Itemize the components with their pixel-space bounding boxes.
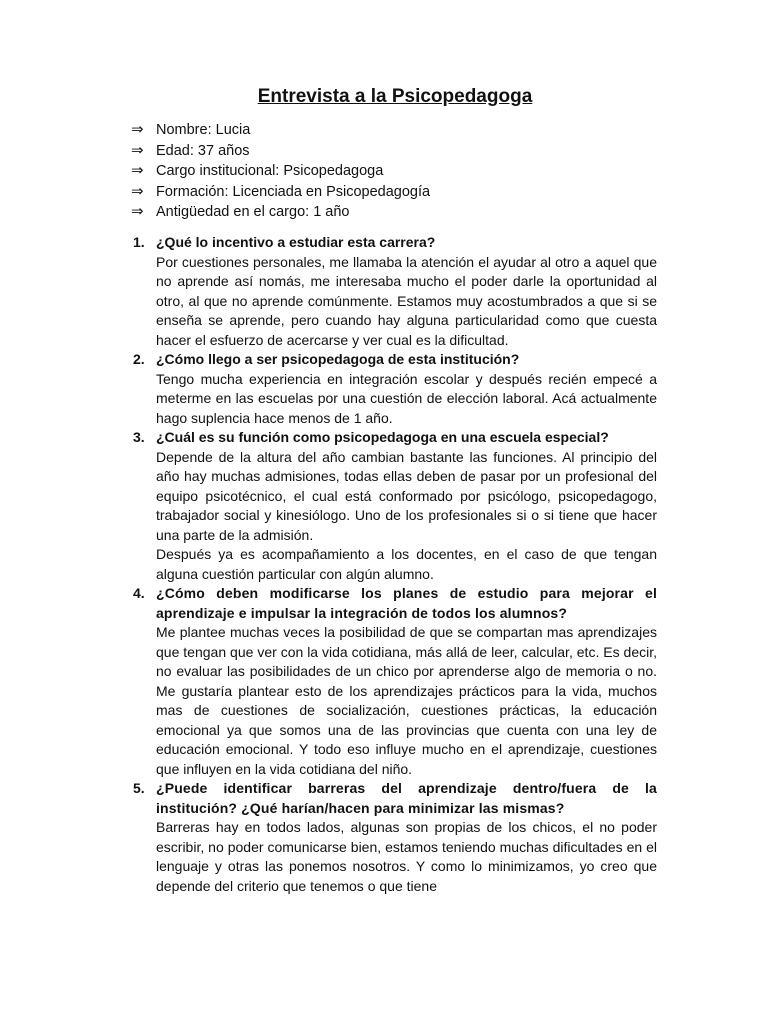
info-item: [131, 141, 430, 162]
arrow-icon: ⇒: [131, 203, 144, 220]
answer-paragraph: Depende de la altura del año cambian bastante las funciones. Al principio del año hay muchas admisiones, todas ellas deben de pasar por un profesional del equipo psicotécnico, el cual está conformado por psicólogo, psicopedagogo, trabajador social y kinesiólogo. Uno de los profesionales si o si tiene que hacer una parte de la admisión.: [156, 448, 657, 543]
document-title: Entrevista a la Psicopedagoga: [257, 86, 533, 107]
question-text: ¿Cómo llego a ser psicopedagoga de esta institución?: [156, 351, 520, 367]
info-item: [131, 182, 430, 203]
answer-paragraph: Tengo mucha experiencia en integración escolar y después recién empecé a meterme en las escuelas por una cuestión de elección laboral. Acá actualmente hago suplencia hace menos de 1 año.: [156, 370, 657, 426]
questions-list: [133, 233, 657, 896]
answer-text: [156, 448, 657, 585]
question-text: ¿Cómo deben modificarse los planes de estudio para mejorar el aprendizaje e impulsar la integración de todos los alumnos?: [156, 585, 657, 621]
answer-text: [156, 370, 657, 429]
info-item: [131, 120, 430, 141]
answer-text: [156, 253, 657, 351]
answer-paragraph: Me plantee muchas veces la posibilidad de que se compartan mas aprendizajes que tengan que ver con la vida cotidiana, más allá de leer, calcular, etc. Es decir, no evaluar las posibilidades de un chico por aprenderse algo de memoria o no. Me gustaría plantear esto de los aprendizajes prácticos para la vida, muchos mas de cuestiones de socialización, cuestiones prácticas, la educación emocional ya que somos una de las provincias que cuenta con una ley de educación emocional. Y todo eso influye mucho en el aprendizaje, cuestiones que influyen en la vida cotidiana del niño.: [156, 624, 657, 777]
question-number: 5.: [133, 780, 145, 796]
info-text: Nombre: Lucia: [156, 122, 251, 138]
question-number: 1.: [133, 234, 145, 250]
question-item: [133, 584, 657, 779]
info-text: Edad: 37 años: [156, 142, 250, 159]
info-item: [131, 202, 430, 223]
info-text: Cargo institucional: Psicopedagoga: [156, 163, 384, 179]
question-item: [133, 779, 657, 896]
question-item: [133, 350, 657, 428]
question-number: 4.: [133, 585, 145, 601]
question-item: [133, 428, 657, 584]
question-number: 3.: [133, 429, 145, 445]
info-item: [131, 161, 430, 182]
question-item: [133, 233, 657, 350]
question-number: 2.: [133, 351, 145, 367]
info-text: Formación: Licenciada en Psicopedagogía: [156, 183, 431, 200]
answer-text: [156, 818, 657, 896]
answer-paragraph: Después ya es acompañamiento a los docentes, en el caso de que tengan alguna cuestión particular con algún alumno.: [156, 546, 657, 582]
answer-paragraph: Barreras hay en todos lados, algunas son propias de los chicos, el no poder escribir, no poder comunicarse bien, estamos teniendo muchas dificultades en el lenguaje y otras las ponemos nosotros. Y como lo minimizamos, yo creo que depende del criterio que tenemos o que tiene: [156, 819, 657, 894]
question-text: ¿Cuál es su función como psicopedagoga en una escuela especial?: [156, 429, 609, 445]
answer-paragraph: Por cuestiones personales, me llamaba la atención el ayudar al otro a aquel que no aprende así nomás, me interesaba mucho el poder darle la oportunidad al otro, al que no aprende comúnmente. Estamos muy acostumbrados a que si se enseña se aprende, pero cuando hay alguna particularidad como que cuesta hacer el esfuerzo de acercarse y ver cual es la dificultad.: [156, 253, 657, 348]
question-text: ¿Qué lo incentivo a estudiar esta carrera?: [156, 234, 436, 250]
arrow-icon: ⇒: [131, 162, 144, 179]
arrow-icon: ⇒: [131, 141, 144, 159]
question-text: ¿Puede identificar barreras del aprendizaje dentro/fuera de la institución? ¿Qué harían/hacen para minimizar las mismas?: [156, 780, 657, 816]
arrow-icon: ⇒: [131, 182, 144, 200]
answer-text: [156, 623, 657, 779]
info-text: Antigüedad en el cargo: 1 año: [156, 204, 350, 220]
arrow-icon: ⇒: [131, 121, 144, 138]
interviewee-info-list: [131, 120, 430, 223]
